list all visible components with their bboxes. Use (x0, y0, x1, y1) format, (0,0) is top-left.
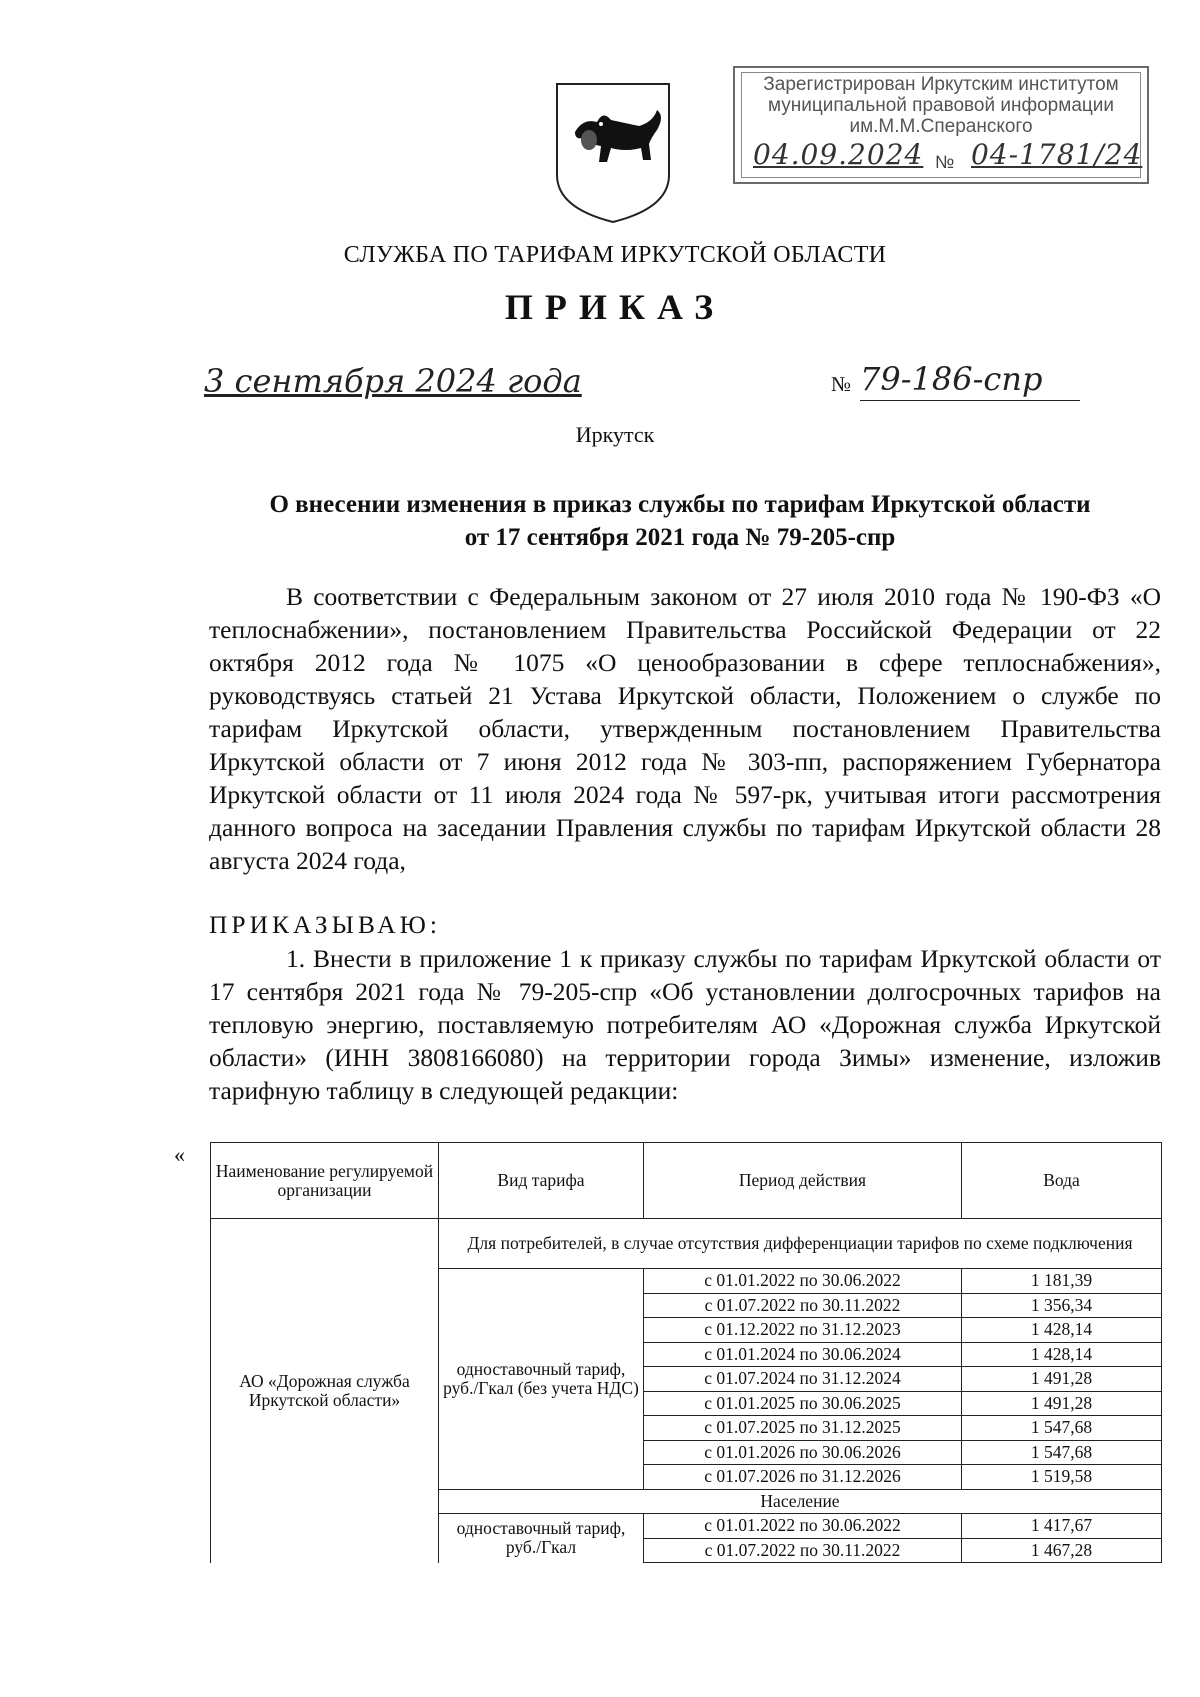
period-cell: с 01.01.2025 по 30.06.2025 (644, 1391, 962, 1416)
subject-line-2: от 17 сентября 2021 года № 79-205-спр (464, 524, 896, 551)
value-cell: 1 491,28 (962, 1367, 1162, 1392)
value-cell: 1 428,14 (962, 1318, 1162, 1343)
period-cell: с 01.07.2022 по 30.11.2022 (644, 1538, 962, 1563)
subject-line-1: О внесении изменения в приказ службы по тарифам Иркутской области (269, 491, 1091, 518)
value-cell: 1 181,39 (962, 1269, 1162, 1294)
value-cell: 1 547,68 (962, 1440, 1162, 1465)
section2-title: Население (439, 1489, 1162, 1514)
document-title: ПРИКАЗ (504, 287, 726, 327)
coat-of-arms-icon (553, 80, 673, 225)
section1-tariff: одноставочный тариф, руб./Гкал (без учета НДС) (439, 1269, 644, 1490)
registration-stamp (733, 66, 1149, 184)
header-water: Вода (962, 1143, 1162, 1219)
value-cell: 1 417,67 (962, 1514, 1162, 1539)
period-cell: с 01.07.2024 по 31.12.2024 (644, 1367, 962, 1392)
stamp-line-2: муниципальной правовой информации (768, 95, 1114, 116)
period-cell: с 01.01.2022 по 30.06.2022 (644, 1269, 962, 1294)
value-cell: 1 519,58 (962, 1465, 1162, 1490)
period-cell: с 01.07.2022 по 30.11.2022 (644, 1293, 962, 1318)
stamp-line-3: им.М.М.Сперанского (849, 116, 1033, 137)
order-word: ПРИКАЗЫВАЮ: (209, 910, 441, 939)
agency-name: СЛУЖБА ПО ТАРИФАМ ИРКУТСКОЙ ОБЛАСТИ (343, 242, 887, 268)
value-cell: 1 356,34 (962, 1293, 1162, 1318)
stamp-number: 04-1781/24 (971, 138, 1143, 171)
order-item-1: 1. Внести в приложение 1 к приказу службы по тарифам Иркутской области от 17 сентября 2021 года № 79-205-спр «Об установлении долгосрочных тарифов на тепловую энергию, поставляемую потребителям АО «Дорожная служба Иркутской области» (ИНН 3808166080) на территории города Зимы» изменение, изложив тарифную таблицу в следующей редакции: (209, 944, 1161, 1105)
tariff-table (210, 1142, 1162, 1563)
period-cell: с 01.07.2026 по 31.12.2026 (644, 1465, 962, 1490)
table-header-row (211, 1143, 1162, 1219)
organization-cell: АО «Дорожная служба Иркутской области» (211, 1219, 439, 1563)
period-cell: с 01.01.2026 по 30.06.2026 (644, 1440, 962, 1465)
stamp-line-1: Зарегистрирован Иркутским институтом (763, 74, 1119, 95)
period-cell: с 01.12.2022 по 31.12.2023 (644, 1318, 962, 1343)
header-period: Период действия (644, 1143, 962, 1219)
section-row (211, 1219, 1162, 1269)
order-number: 79-186-спр (860, 360, 1080, 401)
stamp-date: 04.09.2024 (753, 138, 924, 171)
header-organization: Наименование регулируемой организации (211, 1143, 439, 1219)
section1-title: Для потребителей, в случае отсутствия дифференциации тарифов по схеме подключения (439, 1219, 1162, 1269)
order-subject (200, 488, 1160, 554)
preamble-paragraph: В соответствии с Федеральным законом от 27 июля 2010 года № 190-ФЗ «О теплоснабжении», постановлением Правительства Российской Федерации от 22 октября 2012 года № 1075 «О ценообразовании в сфере теплоснабжения», руководствуясь статьей 21 Устава Иркутской области, Положением о службе по тарифам Иркутской области, утвержденным постановлением Правительства Иркутской области от 7 июня 2012 года № 303-пп, распоряжением Губернатора Иркутской области от 11 июля 2024 года № 597-рк, учитывая итоги рассмотрения данного вопроса на заседании Правления службы по тарифам Иркутской области 28 августа 2024 года, (209, 582, 1161, 875)
period-cell: с 01.07.2025 по 31.12.2025 (644, 1416, 962, 1441)
value-cell: 1 467,28 (962, 1538, 1162, 1563)
stamp-number-sign: № (935, 152, 955, 172)
period-cell: с 01.01.2024 по 30.06.2024 (644, 1342, 962, 1367)
order-date: 3 сентября 2024 года (204, 362, 582, 400)
section2-tariff: одноставочный тариф, руб./Гкал (439, 1514, 644, 1563)
value-cell: 1 491,28 (962, 1391, 1162, 1416)
city: Иркутск (575, 422, 655, 447)
value-cell: 1 547,68 (962, 1416, 1162, 1441)
header-tariff-type: Вид тарифа (439, 1143, 644, 1219)
order-number-label: № (831, 372, 852, 396)
quote-mark: « (174, 1142, 185, 1167)
value-cell: 1 428,14 (962, 1342, 1162, 1367)
period-cell: с 01.01.2022 по 30.06.2022 (644, 1514, 962, 1539)
